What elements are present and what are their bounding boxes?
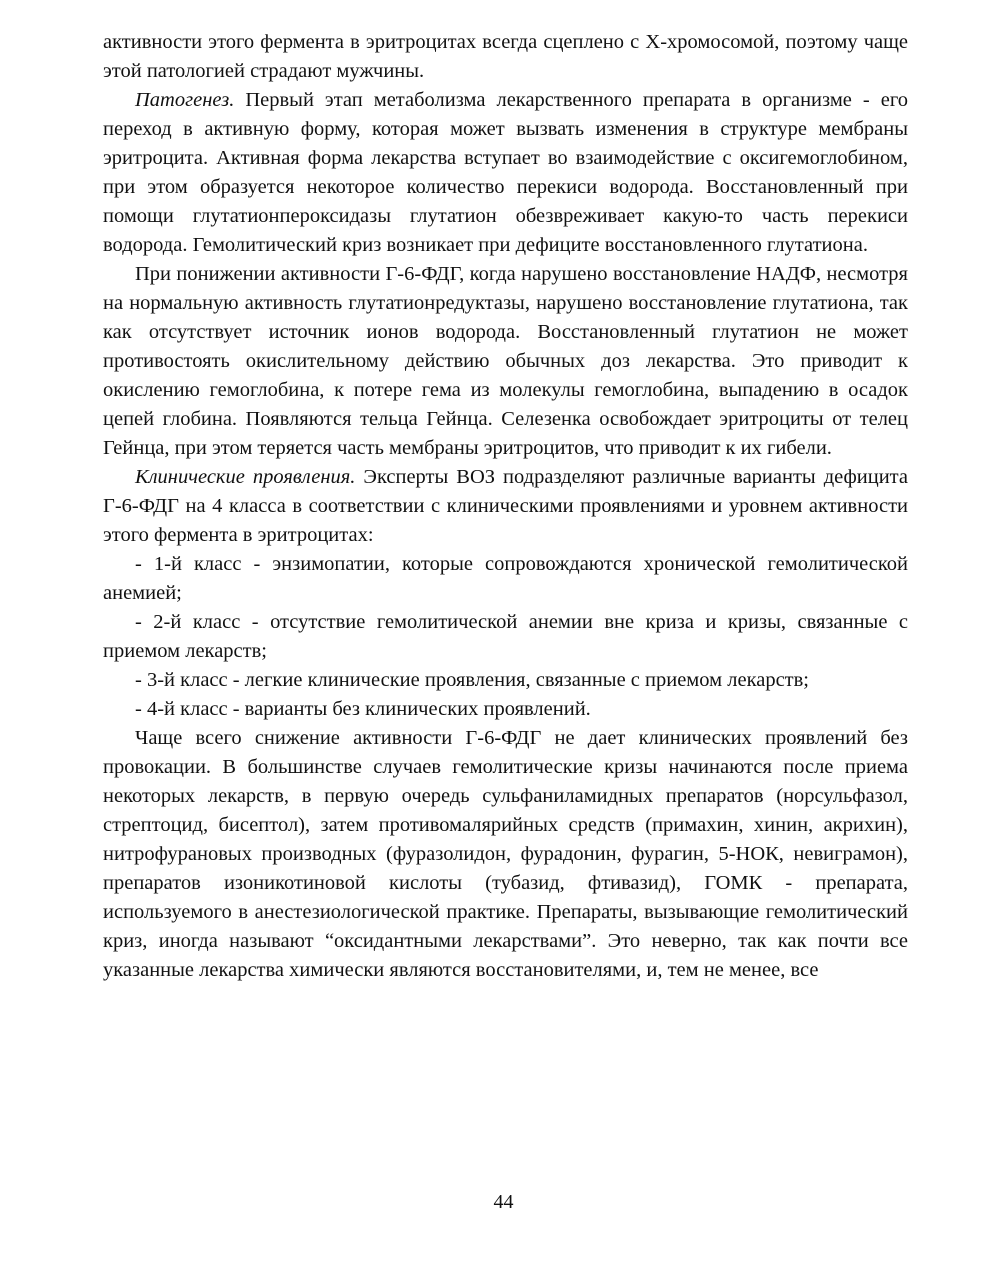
paragraph-pathogenesis: [103, 86, 908, 260]
page-number: 44: [493, 1191, 514, 1213]
page-body: [103, 28, 908, 985]
list-item-text: - 1-й класс - энзимопатии, которые сопровождаются хронической гемолитической анемией;: [103, 553, 908, 604]
list-item-class-1: [103, 550, 908, 608]
list-item-text: - 3-й класс - легкие клинические проявления, связанные с приемом лекарств;: [135, 669, 809, 691]
list-item-class-3: [103, 666, 908, 695]
paragraph-text: Чаще всего снижение активности Г-6-ФДГ не дает клинических проявлений без провокации. В большинстве случаев гемолитические кризы начинаются после приема некоторых лекарств, в первую очередь сульфаниламидных препаратов (норсульфазол, стрептоцид, бисептол), затем противомалярийных средств (примахин, хинин, акрихин), нитрофурановых производных (фуразолидон, фурадонин, фурагин, 5-НОК, невиграмон), препаратов изоникотиновой кислоты (тубазид, фтивазид), ГОМК - препарата, используемого в анестезиологической практике. Препараты, вызывающие гемолитический криз, иногда называют “оксидантными лекарствами”. Это неверно, так как почти все указанные лекарства химически являются восстановителями, и, тем не менее, все: [103, 727, 908, 981]
paragraph-clinical: [103, 463, 908, 550]
paragraph-reduced-activity: [103, 260, 908, 463]
list-item-class-2: [103, 608, 908, 666]
paragraph-text: При понижении активности Г-6-ФДГ, когда нарушено восстановление НАДФ, несмотря на нормальную активность глутатионредуктазы, нарушено восстановление глутатиона, так как отсутствует источник ионов водорода. Восстановленный глутатион не может противостоять окислительному действию обычных доз лекарства. Это приводит к окислению гемоглобина, к потере гема из молекулы гемоглобина, выпадению в осадок цепей глобина. Появляются тельца Гейнца. Селезенка освобождает эритроциты от телец Гейнца, при этом теряется часть мембраны эритроцитов, что приводит к их гибели.: [103, 263, 908, 459]
paragraph-provocation: [103, 724, 908, 985]
list-item-text: - 4-й класс - варианты без клинических проявлений.: [135, 698, 591, 720]
paragraph-lead-italic: Клинические проявления.: [135, 466, 356, 488]
paragraph-text: Первый этап метаболизма лекарственного препарата в организме - его переход в активную форму, которая может вызвать изменения в структуре мембраны эритроцита. Активная форма лекарства вступает во взаимодействие с оксигемоглобином, при этом образуется некоторое количество перекиси водорода. Восстановленный при помощи глутатионпероксидазы глутатион обезвреживает какую-то часть перекиси водорода. Гемолитический криз возникает при дефиците восстановленного глутатиона.: [103, 89, 908, 256]
paragraph-lead-italic: Патогенез.: [135, 89, 235, 111]
paragraph-continuation: [103, 28, 908, 86]
list-item-class-4: [103, 695, 908, 724]
list-item-text: - 2-й класс - отсутствие гемолитической анемии вне криза и кризы, связанные с приемом лекарств;: [103, 611, 908, 662]
paragraph-text: Эксперты ВОЗ подразделяют различные варианты дефицита Г-6-ФДГ на 4 класса в соответствии с клиническими проявлениями и уровнем активности этого фермента в эритроцитах:: [103, 466, 908, 546]
paragraph-text: активности этого фермента в эритроцитах всегда сцеплено с Х-хромосомой, поэтому чаще этой патологией страдают мужчины.: [103, 31, 908, 82]
